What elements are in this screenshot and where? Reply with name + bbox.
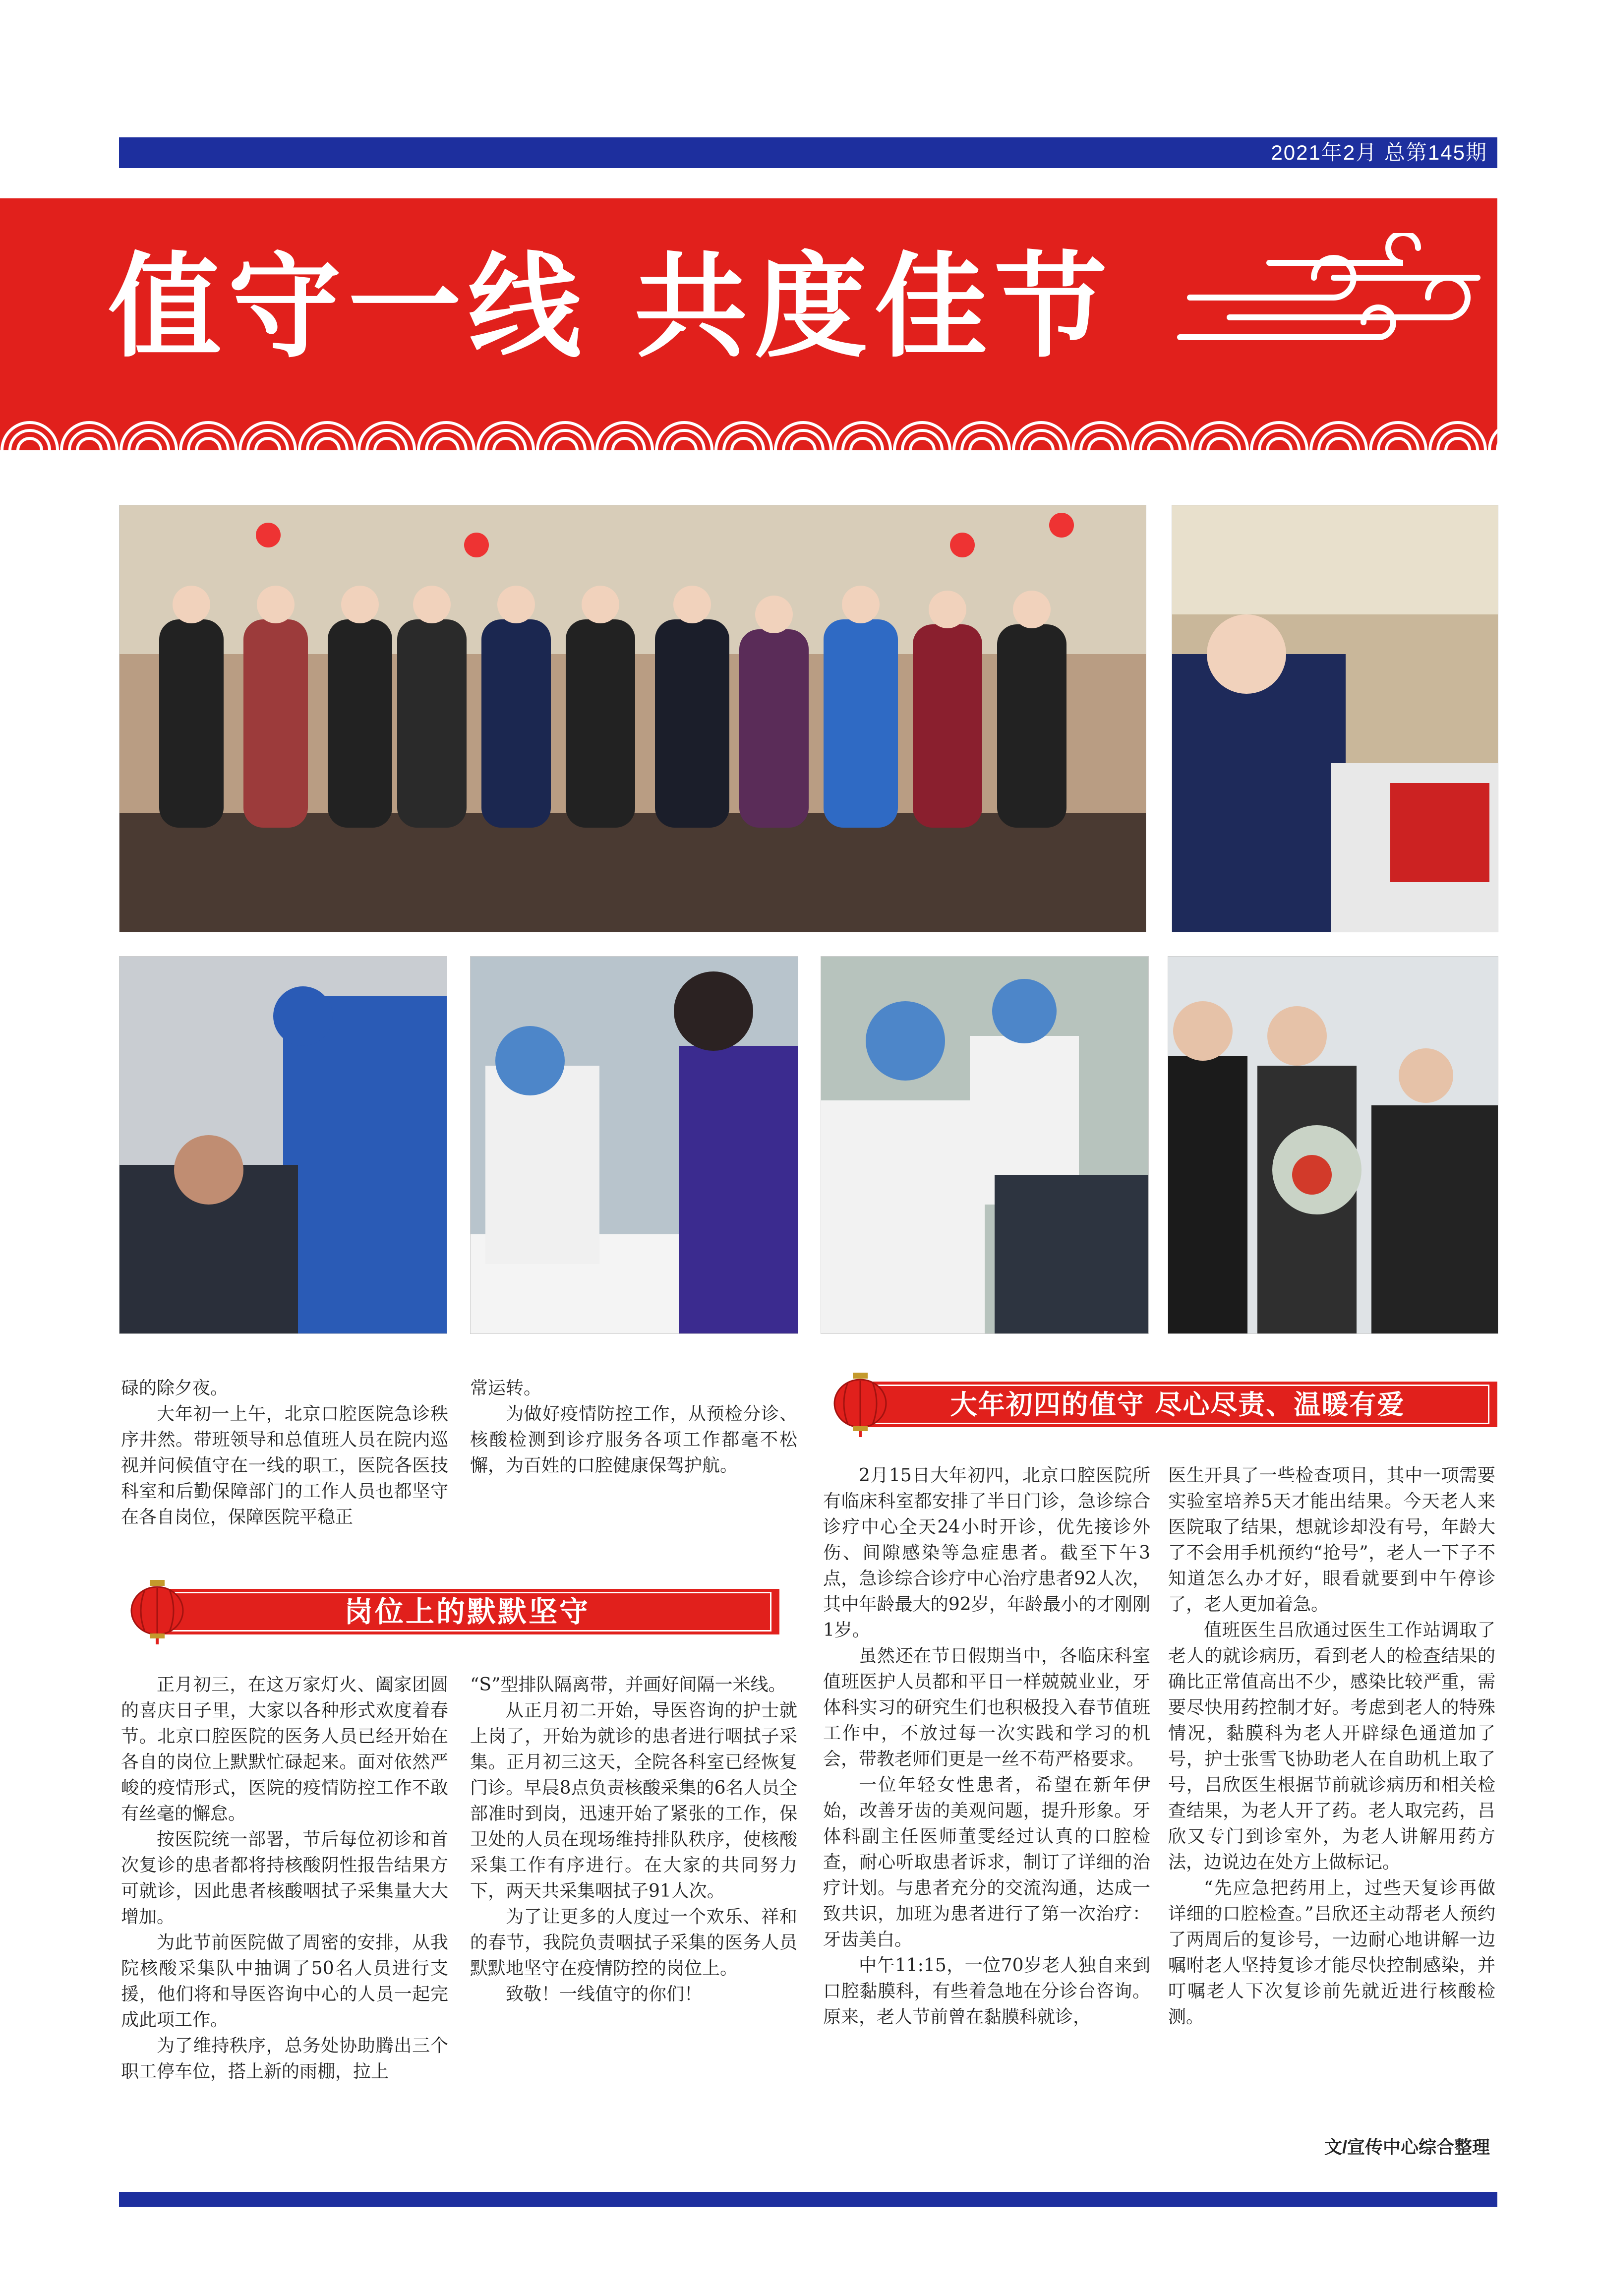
paragraph: 值班医生吕欣通过医生工作站调取了老人的就诊病历，看到老人的检查结果的确比正常值高出不少，感染比较严重，需要尽快用药控制才好。考虑到老人的特殊情况，黏膜科为老人开辟绿色通道加了号，护士张雪飞协助老人在自助机上取了号，吕欣医生根据节前就诊病历和相关检查结果，为老人开了药。老人取完药，吕欣又专门到诊室外，为老人讲解用药方法，边说边在处方上做标记。 [1168, 1620, 1495, 1873]
section-title: 大年初四的值守 尽心尽责、温暖有爱 [950, 1389, 1405, 1420]
paragraph: 为了让更多的人度过一个欢乐、祥和的春节，我院负责咽拭子采集的医务人员默默地坚守在疫情防控的岗位上。 [470, 1907, 797, 1979]
paragraph: 为了维持秩序，总务处协助腾出三个职工停车位，搭上新的雨棚，拉上 [121, 2036, 448, 2082]
paragraph: 为做好疫情防控工作，从预检分诊、核酸检测到诊疗服务各项工作都毫不松懈，为百姓的口腔健康保驾护航。 [470, 1404, 797, 1476]
gift-photo [1172, 505, 1498, 932]
lantern-icon [130, 1580, 184, 1644]
article-col2-bottom [470, 1672, 797, 2007]
section-header-2 [833, 1373, 1497, 1432]
article-col1-bottom [121, 1672, 448, 2085]
issue-label: 2021年2月 总第145期 [1271, 141, 1487, 164]
paragraph: 从正月初二开始，导医咨询的护士就上岗了，开始为就诊的患者进行咽拭子采集。正月初三这天，全院各科室已经恢复门诊。早晨8点负责核酸采集的6名人员全部准时到岗，迅速开始了紧张的工作，保卫处的人员在现场维持排队秩序，使核酸采集工作有序进行。在大家的共同努力下，两天共采集咽拭子91人次。 [470, 1700, 797, 1901]
wave-pattern-icon [0, 391, 1497, 450]
article-col3 [823, 1463, 1150, 2030]
article-col1-top [121, 1376, 448, 1530]
paragraph: “S”型排队隔离带，并画好间隔一米线。 [470, 1675, 786, 1695]
paragraph: 大年初一上午，北京口腔医院急诊秩序井然。带班领导和总值班人员在院内巡视并问候值守在一线的职工，医院各医技科室和后勤保障部门的工作人员也都坚守在各自岗位，保障医院平稳正 [121, 1404, 448, 1527]
group-photo [119, 505, 1146, 932]
paragraph: 医生开具了一些检查项目，其中一项需要实验室培养5天才能出结果。今天老人来医院取了结果，想就诊却没有号，年龄大了不会用手机预约“抢号”，老人一下子不知道怎么办才好，眼看就要到中午停诊了，老人更加着急。 [1168, 1465, 1495, 1615]
treatment-photo [119, 956, 447, 1334]
paragraph: 一位年轻女性患者，希望在新年伊始，改善牙齿的美观问题，提升形象。牙体科副主任医师董雯经过认真的口腔检查，耐心听取患者诉求，制订了详细的治疗计划。与患者充分的交流沟通，达成一致共识，加班为患者进行了第一次治疗：牙齿美白。 [823, 1775, 1150, 1950]
author-credit: 文/宣传中心综合整理 [1324, 2137, 1490, 2157]
paragraph: 常运转。 [470, 1378, 542, 1398]
paragraph: 中午11:15，一位70岁老人独自来到口腔黏膜科，有些着急地在分诊台咨询。原来，老人节前曾在黏膜科就诊， [823, 1955, 1150, 2027]
title-banner [0, 198, 1497, 450]
paragraph: 为此节前医院做了周密的安排，从我院核酸采集队中抽调了50名人员进行支援，他们将和导医咨询中心的人员一起完成此项工作。 [121, 1933, 448, 2030]
article-col4 [1168, 1463, 1495, 2030]
page-title: 值守一线 共度佳节 [108, 240, 1115, 373]
section-title: 岗位上的默默坚守 [344, 1595, 590, 1629]
paragraph: 按医院统一部署，节后每位初诊和首次复诊的患者都将持核酸阴性报告结果方可就诊，因此患者核酸咽拭子采集量大大增加。 [121, 1829, 448, 1927]
header-bar [119, 137, 1497, 168]
footer-bar [119, 2192, 1497, 2207]
paragraph: 2月15日大年初四，北京口腔医院所有临床科室都安排了半日门诊，急诊综合诊疗中心全天24小时开诊，优先接诊外伤、间隙感染等急症患者。截至下午3点，急诊综合诊疗中心治疗患者92人次，其中年龄最大的92岁，年龄最小的才刚刚1岁。 [823, 1465, 1150, 1640]
fruit-bag-photo [1168, 956, 1498, 1334]
paragraph: 致敬！一线值守的你们！ [506, 1984, 703, 2004]
lantern-icon [833, 1373, 888, 1437]
dental-staff-photo [821, 956, 1149, 1334]
article-col2-top [470, 1376, 797, 1479]
paragraph: “先应急把药用上，过些天复诊再做详细的口腔检查。”吕欣还主动帮老人预约了两周后的复诊号，一边耐心地讲解一边嘱咐老人坚持复诊才能尽快控制感染，并叮嘱老人下次复诊前先就近进行核酸检测。 [1168, 1878, 1495, 2027]
paragraph: 虽然还在节日假期当中，各临床科室值班医护人员都和平日一样兢兢业业，牙体科实习的研究生们也积极投入春节值班工作中，不放过每一次实践和学习的机会，带教老师们更是一丝不苟严格要求。 [823, 1646, 1150, 1769]
paragraph: 碌的除夕夜。 [121, 1378, 229, 1398]
paragraph: 正月初三，在这万家灯火、阖家团圆的喜庆日子里，大家以各种形式欢度着春节。北京口腔医院的医务人员已经开始在各自的岗位上默默忙碌起来。面对依然严峻的疫情形式，医院的疫情防控工作不敢有丝毫的懈怠。 [121, 1675, 448, 1824]
section-header-1 [130, 1580, 779, 1639]
cloud-decoration-icon [1170, 233, 1487, 352]
registration-photo [470, 956, 798, 1334]
